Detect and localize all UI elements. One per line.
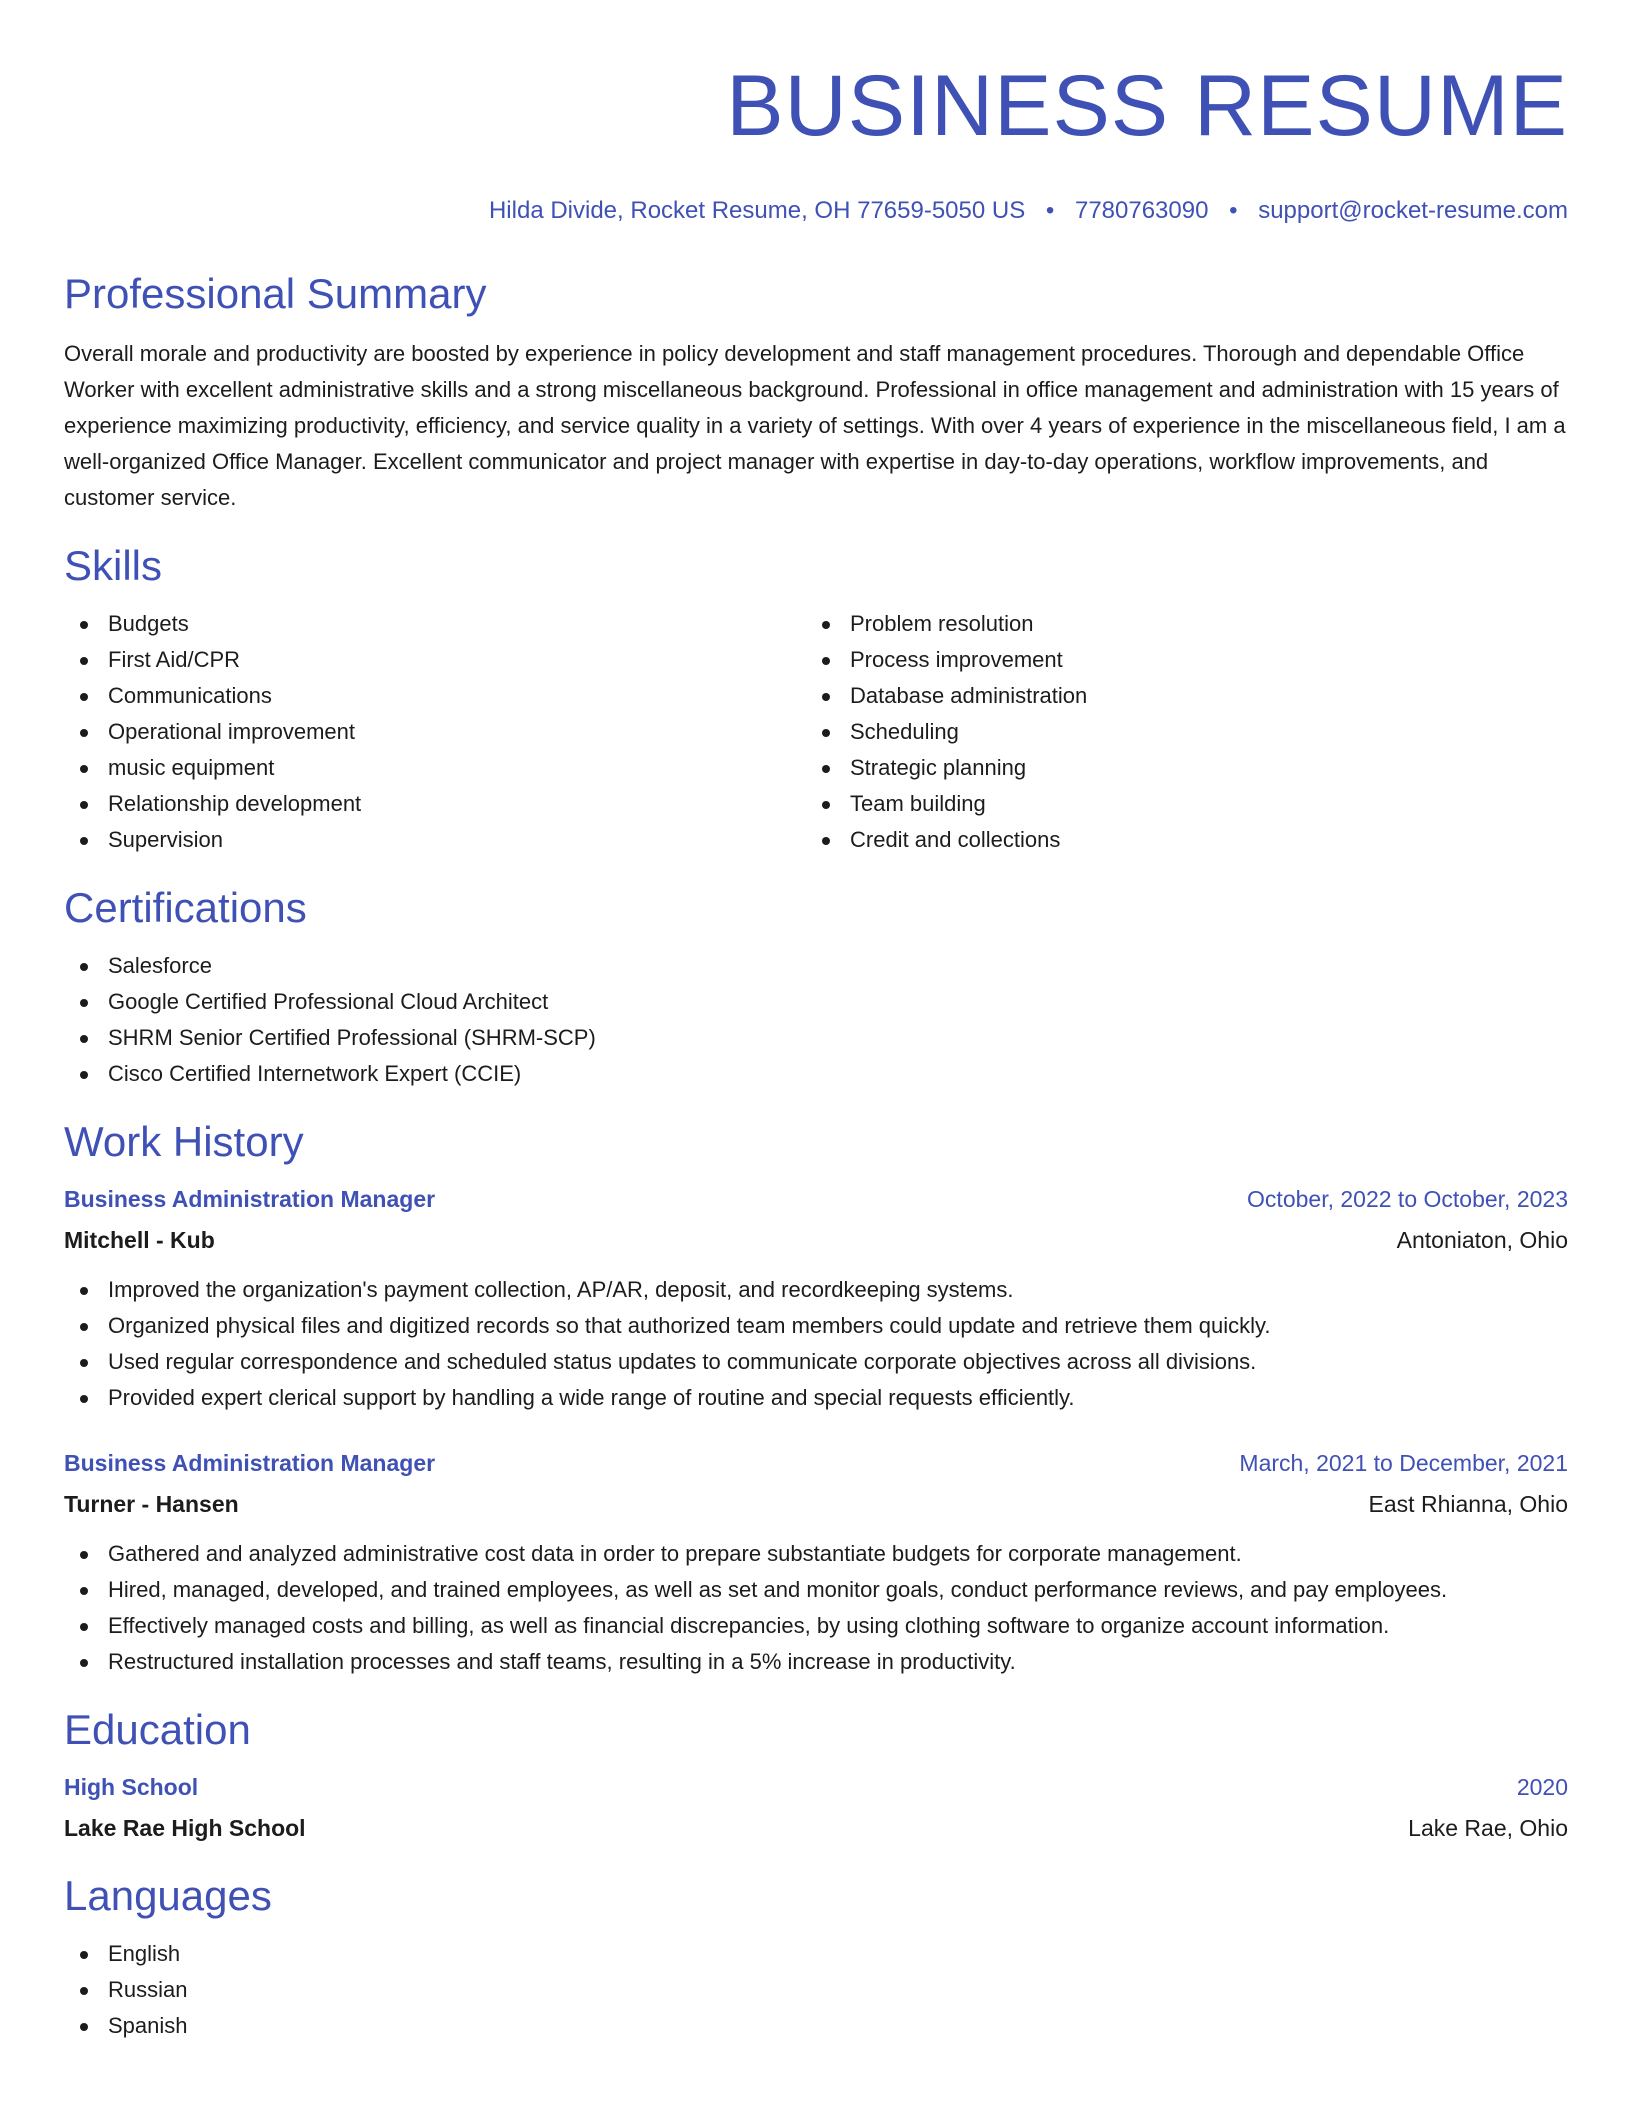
skill-item: Operational improvement — [64, 714, 806, 750]
skill-item: Database administration — [806, 678, 1548, 714]
contact-phone: 7780763090 — [1074, 197, 1209, 224]
skills-section — [64, 540, 1568, 858]
job-bullet: Used regular correspondence and scheduled status updates to communicate corporate objectives across all divisions. — [64, 1344, 1568, 1380]
skill-item: First Aid/CPR — [64, 642, 806, 678]
job-bullet: Provided expert clerical support by handling a wide range of routine and special requests efficiently. — [64, 1380, 1568, 1416]
education-location: Lake Rae, Ohio — [1408, 1815, 1568, 1841]
skill-item: Scheduling — [806, 714, 1548, 750]
job-location: East Rhianna, Ohio — [1368, 1491, 1568, 1517]
skill-item: Problem resolution — [806, 606, 1548, 642]
skill-item: Team building — [806, 786, 1548, 822]
skill-item: Relationship development — [64, 786, 806, 822]
skill-item: Strategic planning — [806, 750, 1548, 786]
languages-section — [64, 1870, 1568, 2044]
skill-item: Budgets — [64, 606, 806, 642]
job-title-row — [64, 1182, 1568, 1216]
certification-item: Google Certified Professional Cloud Architect — [64, 984, 1568, 1020]
job-bullet: Organized physical files and digitized records so that authorized team members could update and retrieve them quickly. — [64, 1308, 1568, 1344]
language-item: English — [64, 1936, 1568, 1972]
summary-section — [64, 268, 1568, 516]
education-degree: High School — [64, 1774, 199, 1800]
skills-list-right — [806, 606, 1548, 858]
skill-item: Process improvement — [806, 642, 1548, 678]
education-school: Lake Rae High School — [64, 1815, 306, 1841]
contact-separator: • — [1229, 197, 1238, 224]
job-entry — [64, 1182, 1568, 1416]
certification-item: SHRM Senior Certified Professional (SHRM-SCP) — [64, 1020, 1568, 1056]
education-entry — [64, 1770, 1568, 1846]
languages-list — [64, 1936, 1568, 2044]
skills-list-left — [64, 606, 806, 858]
job-bullets — [64, 1272, 1568, 1416]
contact-line — [64, 196, 1568, 226]
contact-separator: • — [1045, 197, 1055, 224]
work-history-heading: Work History — [64, 1118, 304, 1165]
skills-column-left — [64, 606, 806, 858]
job-location: Antoniaton, Ohio — [1396, 1227, 1568, 1253]
education-heading: Education — [64, 1706, 251, 1753]
job-title-row — [64, 1446, 1568, 1480]
job-bullet: Hired, managed, developed, and trained employees, as well as set and monitor goals, conduct performance reviews, and pay employees. — [64, 1572, 1568, 1608]
certifications-section — [64, 882, 1568, 1092]
job-company: Turner - Hansen — [64, 1491, 239, 1517]
work-history-section — [64, 1116, 1568, 1680]
job-bullet: Effectively managed costs and billing, as well as financial discrepancies, by using clothing software to organize account information. — [64, 1608, 1568, 1644]
job-title: Business Administration Manager — [64, 1450, 436, 1476]
skills-grid — [64, 606, 1568, 858]
education-school-row — [64, 1804, 1568, 1846]
job-bullet: Gathered and analyzed administrative cost data in order to prepare substantiate budgets for corporate management. — [64, 1536, 1568, 1572]
languages-heading: Languages — [64, 1872, 272, 1919]
job-company-row — [64, 1480, 1568, 1522]
job-company: Mitchell - Kub — [64, 1227, 215, 1253]
skill-item: Supervision — [64, 822, 806, 858]
resume-header — [64, 56, 1568, 226]
job-entry — [64, 1446, 1568, 1680]
language-item: Russian — [64, 1972, 1568, 2008]
education-section — [64, 1704, 1568, 1846]
language-item: Spanish — [64, 2008, 1568, 2044]
summary-heading: Professional Summary — [64, 270, 487, 317]
skill-item: Credit and collections — [806, 822, 1548, 858]
job-company-row — [64, 1216, 1568, 1258]
job-dates: March, 2021 to December, 2021 — [1239, 1450, 1568, 1476]
education-degree-row — [64, 1770, 1568, 1804]
resume-title: BUSINESS RESUME — [726, 58, 1568, 154]
certifications-list — [64, 948, 1568, 1092]
summary-text: Overall morale and productivity are boosted by experience in policy development and staff management procedures. Thorough and dependable Office Worker with excellent administrative skills and a strong miscellaneous background. Professional in office management and administration with 15 years of experience maximizing productivity, efficiency, and service quality in a variety of settings. With over 4 years of experience in the miscellaneous field, I am a well-organized Office Manager. Excellent communicator and project manager with expertise in day-to-day operations, workflow improvements, and customer service. — [64, 341, 1566, 510]
job-bullet: Improved the organization's payment collection, AP/AR, deposit, and recordkeeping systems. — [64, 1272, 1568, 1308]
contact-address: Hilda Divide, Rocket Resume, OH 77659-5050 US — [488, 197, 1026, 224]
job-dates: October, 2022 to October, 2023 — [1247, 1186, 1568, 1212]
certification-item: Cisco Certified Internetwork Expert (CCIE) — [64, 1056, 1568, 1092]
education-year: 2020 — [1516, 1774, 1568, 1800]
skills-heading: Skills — [64, 542, 163, 589]
job-bullets — [64, 1536, 1568, 1680]
skill-item: music equipment — [64, 750, 806, 786]
contact-email: support@rocket-resume.com — [1258, 197, 1568, 224]
skill-item: Communications — [64, 678, 806, 714]
skills-column-right — [806, 606, 1548, 858]
certifications-heading: Certifications — [64, 884, 307, 931]
job-bullet: Restructured installation processes and staff teams, resulting in a 5% increase in productivity. — [64, 1644, 1568, 1680]
certification-item: Salesforce — [64, 948, 1568, 984]
job-title: Business Administration Manager — [64, 1186, 436, 1212]
